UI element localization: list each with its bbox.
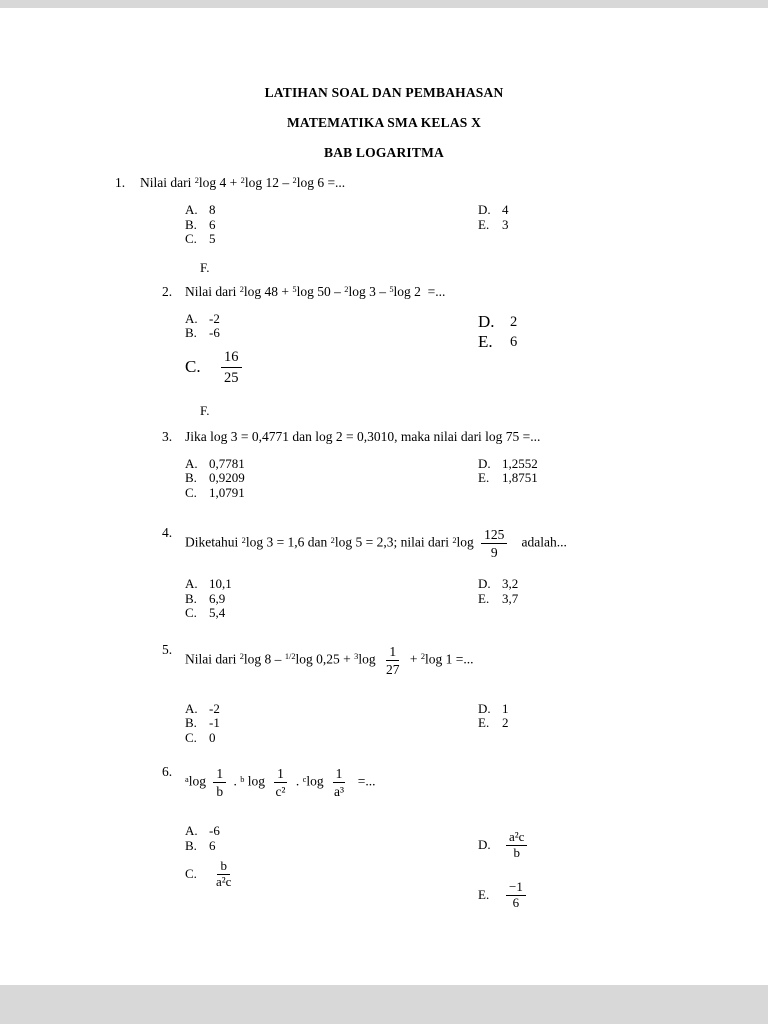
option-E <box>478 878 768 912</box>
option-value: 1,8751 <box>502 470 538 485</box>
superscript: 2 <box>330 535 335 545</box>
option-label: E. <box>478 886 490 902</box>
question-6 <box>0 763 768 912</box>
question-number: 3. <box>162 428 173 444</box>
option-label: E. <box>478 590 490 606</box>
options-column-right <box>478 203 768 247</box>
question-3 <box>0 428 768 501</box>
option-label: B. <box>185 470 197 485</box>
option-C <box>185 731 478 746</box>
superscript: c <box>302 774 307 784</box>
fraction-numerator: 1 <box>213 765 226 783</box>
title-block <box>0 8 768 161</box>
option-value: 1,2552 <box>502 455 538 471</box>
option-value: 6 <box>209 837 216 853</box>
fraction <box>221 347 242 388</box>
options <box>185 702 768 746</box>
option-label: B. <box>185 590 197 606</box>
fraction-denominator: a²c <box>216 873 232 889</box>
option-label: D. <box>478 455 491 471</box>
option-label: A. <box>185 700 198 716</box>
option-C <box>185 486 478 501</box>
superscript: 2 <box>239 652 244 662</box>
superscript: 3 <box>354 652 359 662</box>
question-2 <box>0 283 768 418</box>
question-number: 2. <box>162 283 173 299</box>
question-number: 5. <box>162 641 173 657</box>
fraction-denominator: 25 <box>224 369 239 386</box>
option-value: 6 <box>209 216 216 232</box>
options-column-right <box>478 577 768 621</box>
fraction-denominator: c² <box>275 784 286 799</box>
option-label: B. <box>185 715 197 730</box>
question-list <box>0 174 768 912</box>
option-label: C. <box>185 729 197 745</box>
superscript: 5 <box>292 284 297 294</box>
option-E <box>478 592 768 607</box>
option-label: A. <box>185 823 198 838</box>
option-D <box>478 828 768 862</box>
options-column-left <box>185 702 478 746</box>
options <box>185 203 768 247</box>
option-A <box>185 203 478 218</box>
superscript: 2 <box>420 652 426 662</box>
option-A <box>185 457 478 472</box>
option-label: E. <box>478 216 490 232</box>
options-column-right <box>478 702 768 746</box>
options-column-left <box>185 457 478 501</box>
fraction-denominator: a³ <box>333 784 345 799</box>
option-value: 0 <box>209 729 216 745</box>
option-label: D. <box>478 311 495 331</box>
question-5 <box>0 641 768 746</box>
option-value: 0,9209 <box>209 470 245 485</box>
option-value <box>502 878 530 912</box>
option-A <box>185 702 478 717</box>
option-value: 1,0791 <box>209 484 245 500</box>
option-value: -2 <box>209 310 220 326</box>
question-number: 4. <box>162 525 173 540</box>
option-label: E. <box>478 715 490 730</box>
options <box>185 312 768 390</box>
question-number: 1. <box>115 175 126 190</box>
fraction <box>213 765 226 800</box>
option-label: D. <box>478 576 491 591</box>
option-value: 3 <box>502 216 509 232</box>
option-E <box>478 332 768 352</box>
option-B <box>185 471 478 486</box>
option-label: C. <box>185 357 201 376</box>
option-label: C. <box>185 231 197 246</box>
option-B <box>185 716 478 731</box>
option-value: 8 <box>209 202 216 217</box>
fraction <box>213 859 234 889</box>
option-value <box>209 857 238 891</box>
options <box>185 457 768 501</box>
option-E <box>478 471 768 486</box>
option-value: 5,4 <box>209 605 226 620</box>
option-label: C. <box>185 605 197 620</box>
option-C <box>185 232 478 247</box>
question-4 <box>0 524 768 621</box>
option-label: D. <box>478 202 491 217</box>
doc-title-line-2: MATEMATIKA SMA KELAS X <box>286 115 482 130</box>
option-value: 2 <box>510 313 518 330</box>
option-value: 5 <box>209 231 216 246</box>
option-E <box>478 218 768 233</box>
fraction <box>506 830 527 860</box>
options-column-left <box>185 312 478 390</box>
superscript: 2 <box>240 176 245 186</box>
fraction <box>383 643 403 678</box>
option-label: A. <box>185 455 198 471</box>
option-extra: F. <box>200 402 210 418</box>
fraction <box>506 880 526 910</box>
doc-title-line-3: BAB LOGARITMA <box>324 145 444 160</box>
option-value: -6 <box>209 823 220 838</box>
fraction <box>331 765 347 800</box>
superscript: 2 <box>239 284 244 294</box>
option-label: B. <box>185 837 197 853</box>
option-label: C. <box>185 865 197 881</box>
option-value: 1 <box>502 700 509 716</box>
option-B <box>185 218 478 233</box>
fraction-denominator: b <box>513 844 520 860</box>
option-label: D. <box>478 836 491 852</box>
option-C <box>185 606 478 621</box>
fraction-denominator: 9 <box>490 545 498 560</box>
options-column-left <box>185 203 478 247</box>
option-label: C. <box>185 484 197 500</box>
superscript: a <box>185 774 189 784</box>
option-value: 0,7781 <box>209 455 245 471</box>
question-stem: Jika log 3 = 0,4771 dan log 2 = 0,3010, maka nilai dari log 75 =... <box>185 428 541 444</box>
option-value <box>217 345 246 390</box>
option-value: 6 <box>510 333 518 350</box>
option-value: -1 <box>209 715 220 730</box>
option-E <box>478 716 768 731</box>
option-label: B. <box>185 325 197 340</box>
doc-title-line-1: LATIHAN SOAL DAN PEMBAHASAN <box>264 85 504 100</box>
fraction-numerator: 16 <box>221 347 242 368</box>
options-column-left <box>185 577 478 621</box>
option-value: -6 <box>209 325 220 340</box>
option-D <box>478 312 768 332</box>
question-number: 6. <box>162 764 173 779</box>
options <box>185 824 768 912</box>
fraction <box>272 765 288 800</box>
option-value: 3,2 <box>502 576 519 591</box>
options <box>185 577 768 621</box>
option-B <box>185 592 478 607</box>
question-stem: Nilai dari $^2$log 4 + $^2$log 12 – $^2$log 6 =... <box>140 175 346 190</box>
superscript: 1/2 <box>284 652 296 662</box>
fraction-numerator: 1 <box>274 765 287 783</box>
option-value: -2 <box>209 700 220 716</box>
option-label: E. <box>478 470 490 485</box>
fraction-numerator: −1 <box>506 880 526 896</box>
option-B <box>185 326 478 341</box>
option-D <box>478 702 768 717</box>
question-stem: Diketahui $^2$log 3 = 1,6 dan $^2$log 5 = 2,3; nilai dari $^2$log $\frac{125}{9}$ adalah... <box>185 527 567 560</box>
option-A <box>185 312 478 327</box>
superscript: 2 <box>452 535 457 545</box>
question-stem: Nilai dari $^2$log 8 – $^{1/2}$log 0,25 + $^3$log $\frac{1}{27}$ + $^2$log 1 =... <box>185 643 474 677</box>
options-column-left <box>185 824 478 912</box>
option-A <box>185 824 478 839</box>
document-page <box>0 8 768 985</box>
superscript: 2 <box>292 176 297 186</box>
option-label: D. <box>478 700 491 716</box>
question-stem: $^a$log $\frac{1}{b}$ . $^b$ log $\frac{1}{\text{c²}}$ . $^c$log $\frac{1}{\text{a³}}$ =... <box>185 766 376 799</box>
option-extra: F. <box>200 259 210 275</box>
option-label: A. <box>185 576 198 591</box>
option-value <box>502 828 531 862</box>
superscript: 2 <box>194 176 199 186</box>
option-D <box>478 457 768 472</box>
option-D <box>478 577 768 592</box>
option-C <box>185 345 478 390</box>
question-1 <box>0 174 768 275</box>
option-value: 10,1 <box>209 576 232 591</box>
fraction-numerator: a²c <box>506 830 527 846</box>
fraction-numerator: 125 <box>481 526 507 544</box>
option-value: 4 <box>502 202 509 217</box>
options-column-right <box>478 312 768 390</box>
superscript: b <box>240 774 245 784</box>
option-label: A. <box>185 202 198 217</box>
option-C <box>185 857 478 891</box>
fraction-numerator: 1 <box>333 765 346 783</box>
option-label: E. <box>478 331 493 351</box>
fraction-denominator: 6 <box>512 894 520 910</box>
question-stem: Nilai dari $^2$log 48 + $^5$log 50 – $^2$log 3 – $^5$log 2 =... <box>185 283 446 299</box>
fraction-denominator: 27 <box>385 661 400 677</box>
superscript: 2 <box>344 284 349 294</box>
option-D <box>478 203 768 218</box>
option-label: B. <box>185 216 197 232</box>
superscript: 5 <box>389 284 394 294</box>
fraction-denominator: b <box>216 784 224 799</box>
superscript: 2 <box>241 535 246 545</box>
option-label: A. <box>185 310 198 326</box>
fraction-numerator: b <box>217 859 230 875</box>
fraction-numerator: 1 <box>386 643 399 661</box>
options-column-right <box>478 824 768 912</box>
options-column-right <box>478 457 768 501</box>
fraction <box>481 526 507 561</box>
option-value: 2 <box>502 715 509 730</box>
option-value: 3,7 <box>502 590 519 606</box>
option-B <box>185 839 478 854</box>
option-value: 6,9 <box>209 590 226 606</box>
option-A <box>185 577 478 592</box>
